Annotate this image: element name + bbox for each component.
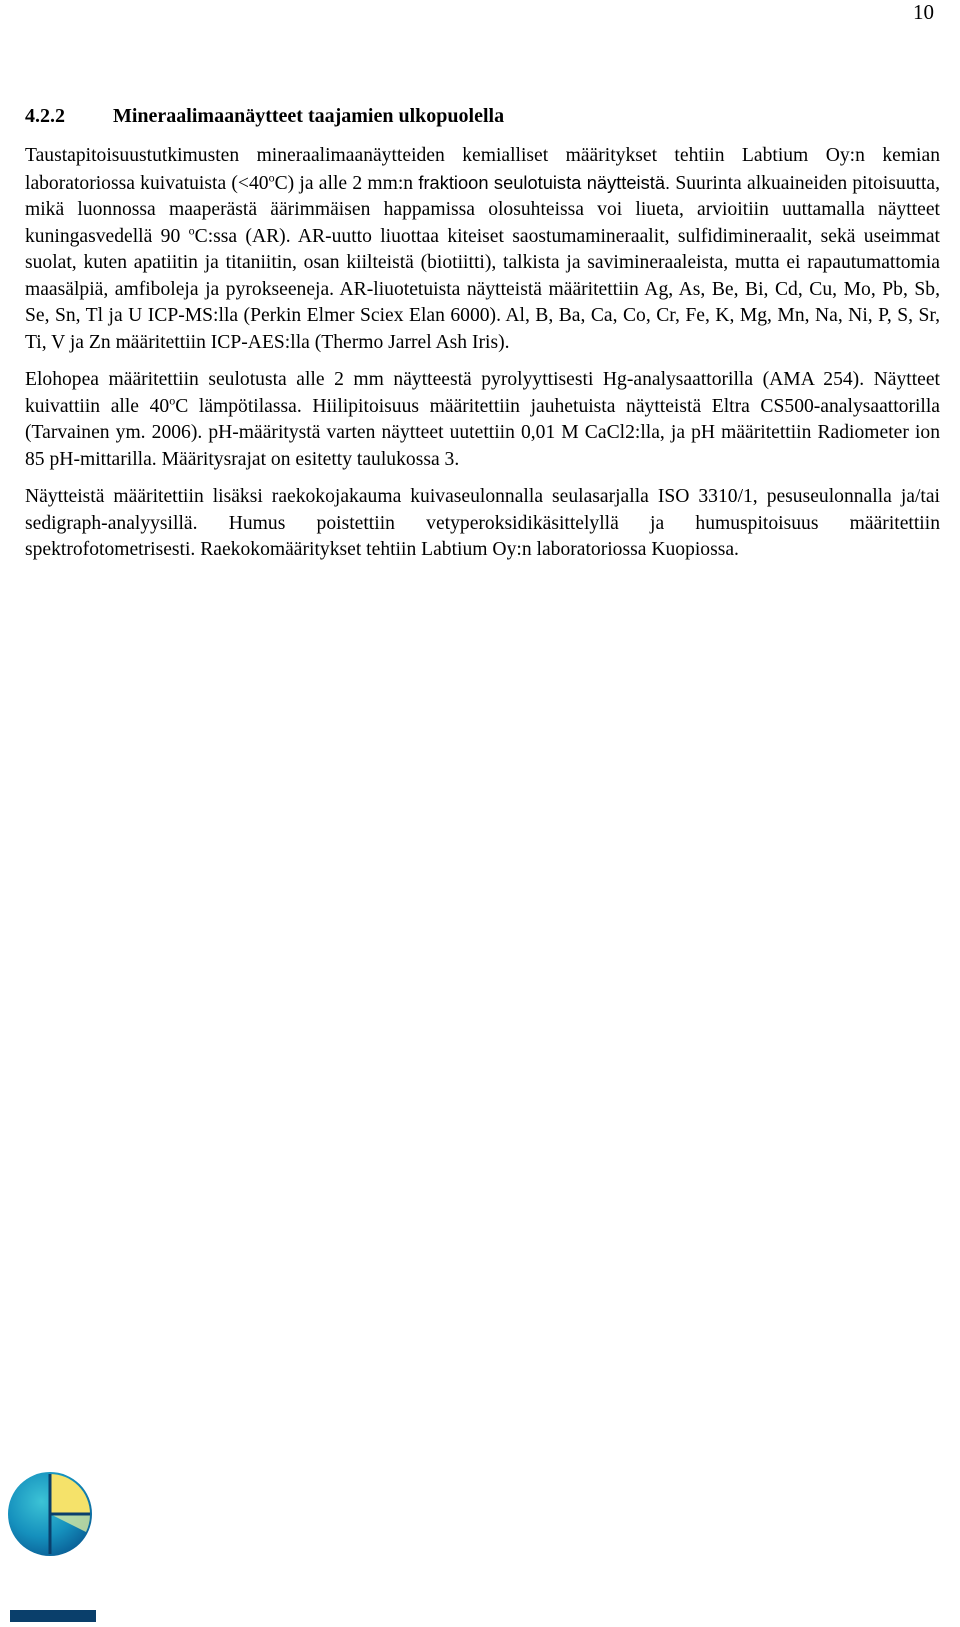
section-number: 4.2.2 [25,105,65,127]
section-title: Mineraalimaanäytteet taajamien ulkopuolella [113,105,505,127]
paragraph-text: Elohopea määritettiin seulotusta alle 2 mm näytteestä pyrolyyttisesti Hg-analysaattorilla (AMA 254). Näytteet kuivattiin alle 40 [25,369,940,417]
paragraph-methods [25,143,940,356]
degree-superscript: o [169,392,176,407]
page-number: 10 [913,0,934,24]
paragraph-text: C:ssa (AR). AR-uutto liuottaa kiteiset saostumamineraalit, sulfidimineraalit, sekä useimmat suolat, kuten apatiitin ja titaniitin, osan kiilteistä (biotiitti), talkista ja savimineraaleista, mutta ei rapautumattomia maasälpiä, amfiboleja ja pyrokseeneja. AR-liuotetuista näytteistä määritettiin Ag, As, Be, Bi, Cd, Cu, Mo, Pb, Sb, Se, Sn, Tl ja U ICP-MS:lla (Perkin Elmer Sciex Elan 6000). Al, B, Ba, Ca, Co, Cr, Fe, K, Mg, Mn, Na, Ni, P, S, Sr, Ti, V ja Zn määritettiin ICP-AES:lla (Thermo Jarrel Ash Iris). [25,225,940,353]
paragraph-text-sans: fraktioon seulotuista näytteistä. [418,171,671,193]
degree-superscript: o [268,169,275,184]
paragraph-text: Suurinta alkuaineiden pitoisuutta, mikä luonnossa maaperästä äärimmäisen happamissa olosuhteissa voi liueta, arvioitiin uuttamalla näytteet kuningasvedellä 90 [25,172,940,247]
paragraph-text: Näytteistä määritettiin lisäksi raekokojakauma kuivaseulonnalla seulasarjalla ISO 3310/1, pesuseulonnalla ja/tai sedigraph-analyysillä. Humus poistettiin vetyperoksidikäsittelyllä ja humuspitoisuus määritettiin spektrofotometrisesti. Raekokomääritykset tehtiin Labtium Oy:n laboratoriossa Kuopiossa. [25,486,940,560]
section-heading [25,103,940,130]
paragraph-text: C) ja alle 2 mm:n [274,172,414,194]
paragraph-grain-size [25,484,940,564]
gtk-globe-logo-icon [6,1470,96,1622]
paragraph-mercury [25,367,940,473]
document-body [25,103,940,575]
degree-superscript: o [188,222,195,237]
paragraph-text: C lämpötilassa. Hiilipitoisuus määritettiin jauhetuista näytteistä Eltra CS500-analysaattorilla (Tarvainen ym. 2006). pH-määritystä varten näytteet uutettiin 0,01 M CaCl2:lla, ja pH määritettiin Radiometer ion 85 pH-mittarilla. Määritysrajat on esitetty taulukossa 3. [25,395,940,470]
paragraph-text: Taustapitoisuustutkimusten mineraalimaanäytteiden kemialliset määritykset tehtiin Labtium Oy:n kemian laboratoriossa kuivatuista (<40 [25,145,940,194]
